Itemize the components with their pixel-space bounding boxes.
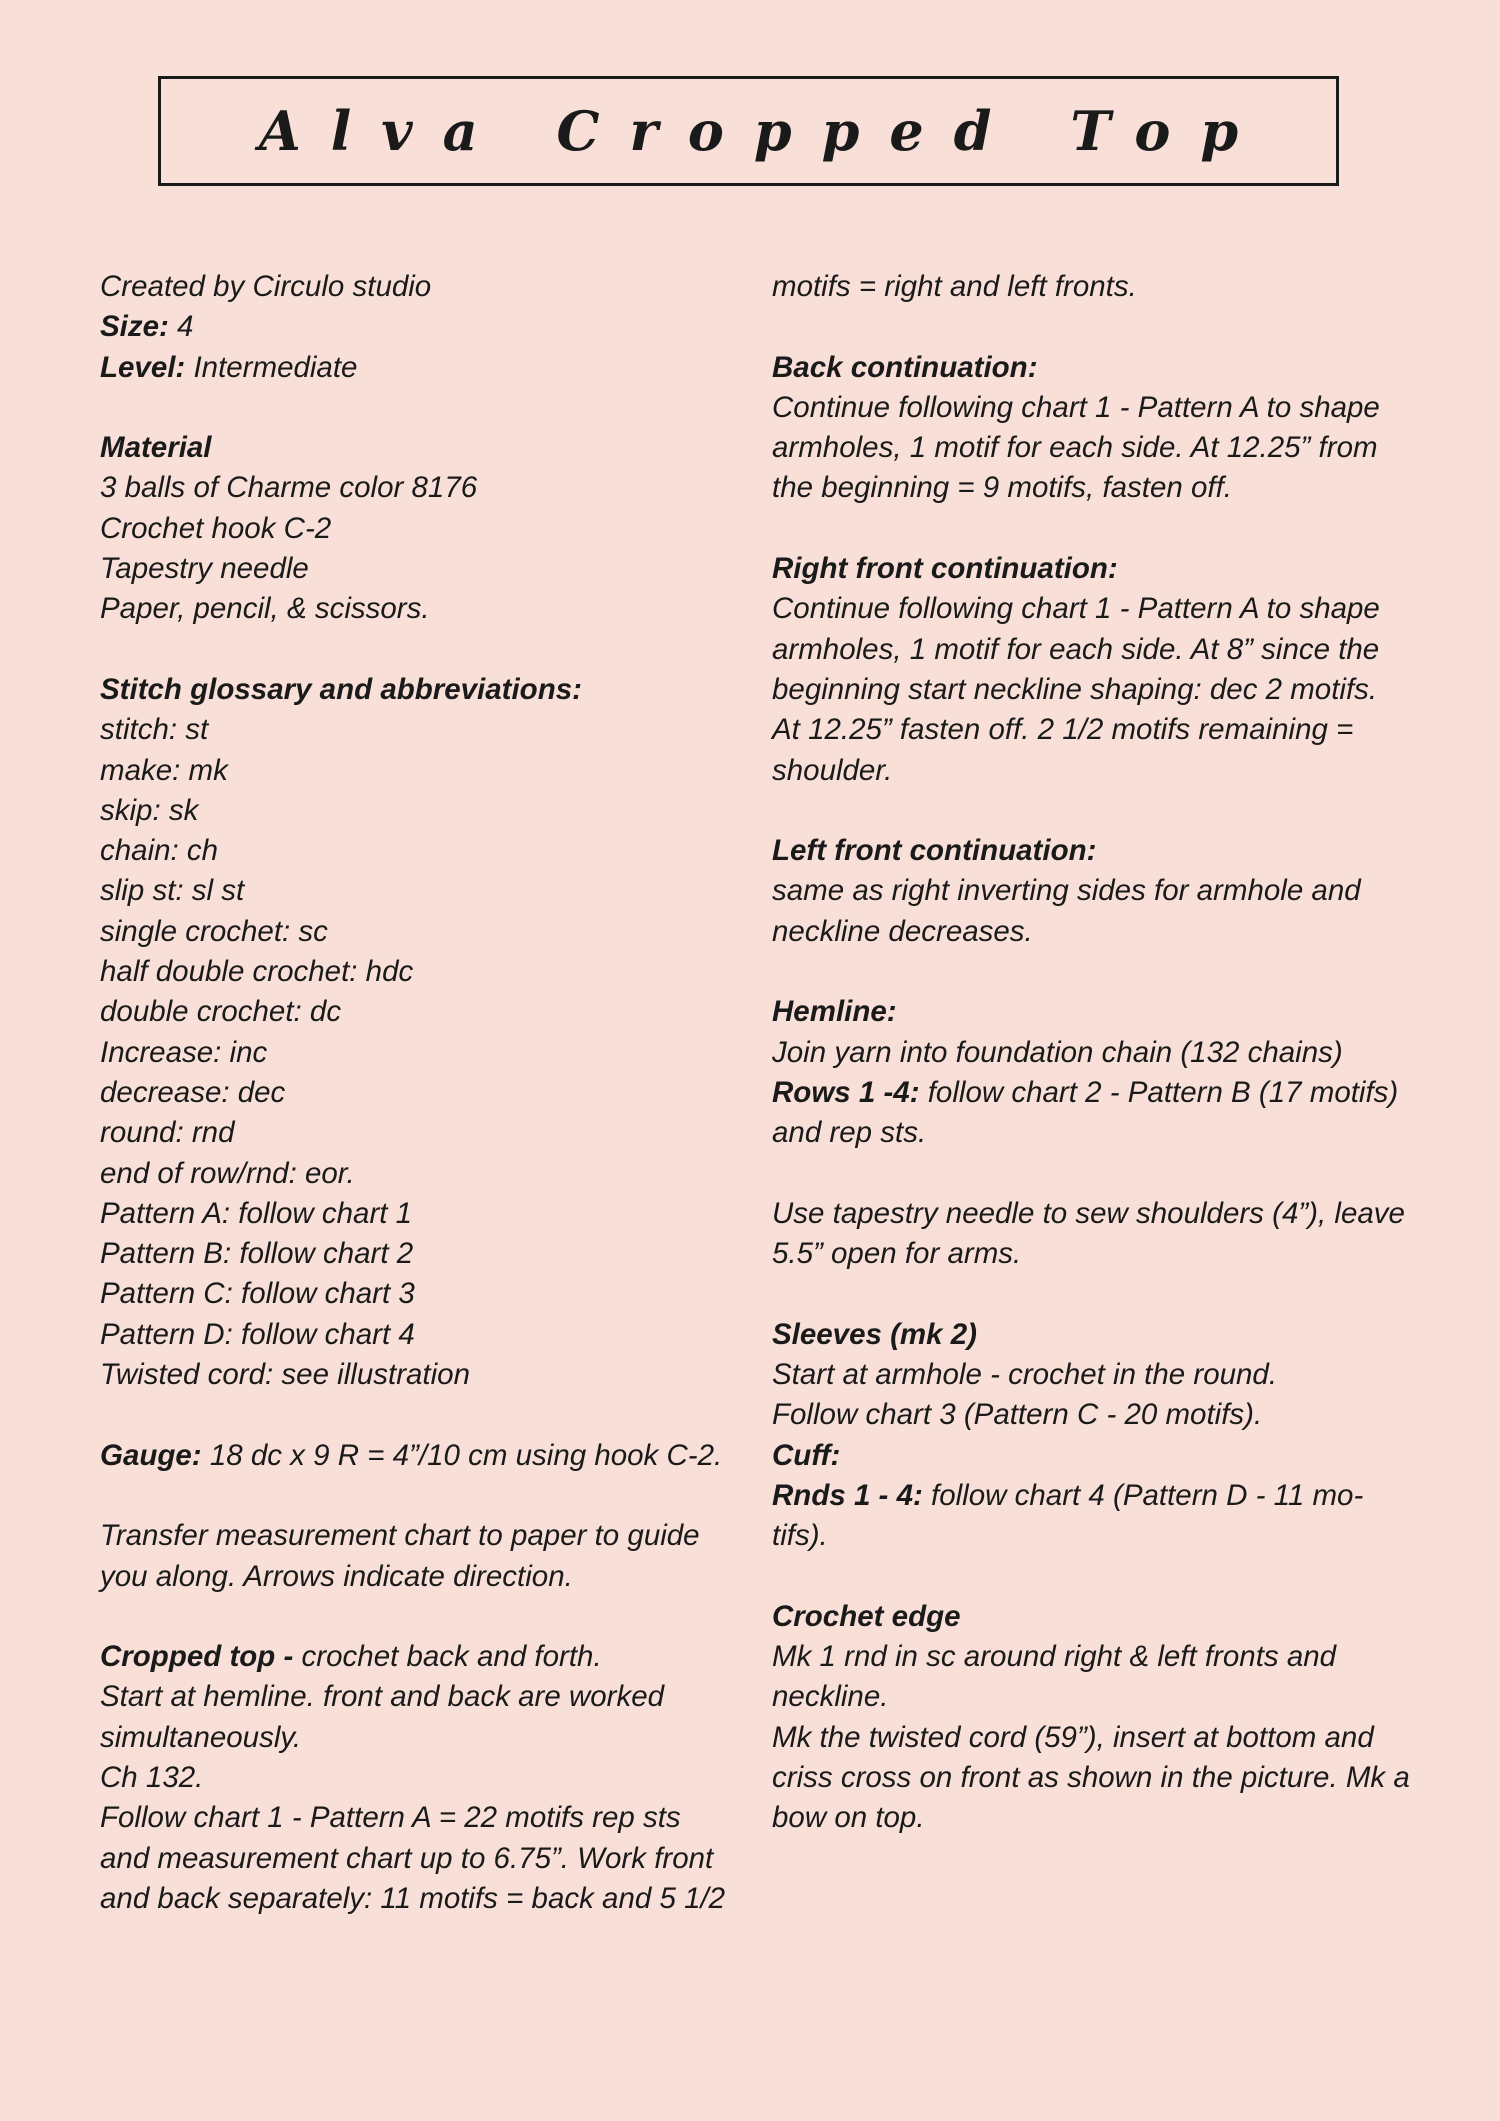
cropped-line: Ch 132. [100,1760,204,1794]
transfer-line: Transfer measurement chart to paper to guide [100,1519,700,1553]
rows-line [772,1073,1412,1113]
rnds-line-2: tifs). [772,1519,828,1553]
title-box [158,76,1339,186]
level-label: Level: [100,350,186,384]
glossary-item: make: mk [100,753,228,787]
edge-line: bow on top. [772,1801,925,1835]
edge-line: neckline. [772,1680,889,1714]
cropped-top-label: Cropped top - [100,1640,294,1674]
glossary-item: skip: sk [100,793,199,827]
cropped-line: Start at hemline. front and back are worked [100,1680,665,1714]
back-continuation-heading: Back continuation: [772,350,1038,384]
material-item: 3 balls of Charme color 8176 [100,471,478,505]
size-line [100,307,740,347]
glossary-item: half double crochet: hdc [100,955,414,989]
gauge-value: 18 dc x 9 R = 4”/10 cm using hook C-2. [201,1438,723,1472]
glossary-list [100,710,740,1395]
material-list [100,468,740,629]
crochet-edge-heading: Crochet edge [772,1599,961,1633]
right-front-line: shoulder. [772,753,893,787]
cropped-line: and measurement chart up to 6.75”. Work front [100,1841,714,1875]
cropped-top-line [100,1637,740,1677]
left-front-line: neckline decreases. [772,914,1033,948]
right-front-line: armholes, 1 motif for each side. At 8” since the [772,632,1380,666]
glossary-item: stitch: st [100,713,209,747]
material-item: Crochet hook C-2 [100,511,332,545]
glossary-item: Pattern C: follow chart 3 [100,1277,415,1311]
glossary-item: chain: ch [100,834,219,868]
glossary-item: end of row/rnd: eor. [100,1156,355,1190]
sleeves-heading: Sleeves (mk 2) [772,1317,977,1351]
right-front-line: At 12.25” fasten off. 2 1/2 motifs remaining = [772,713,1354,747]
sleeves-line: Follow chart 3 (Pattern C - 20 motifs). [772,1398,1263,1432]
glossary-item: Twisted cord: see illustration [100,1358,470,1392]
right-column [772,267,1412,1839]
rows-value: follow chart 2 - Pattern B (17 motifs) [919,1075,1399,1109]
edge-line: Mk the twisted cord (59”), insert at bottom and [772,1720,1374,1754]
glossary-item: double crochet: dc [100,995,342,1029]
back-line: the beginning = 9 motifs, fasten off. [772,471,1233,505]
glossary-heading: Stitch glossary and abbreviations: [100,672,582,706]
rnds-value: follow chart 4 (Pattern D - 11 mo- [922,1478,1364,1512]
left-front-line: same as right inverting sides for armhole and [772,874,1361,908]
left-front-heading: Left front continuation: [772,834,1097,868]
glossary-item: slip st: sl st [100,874,245,908]
rows-label: Rows 1 -4: [772,1075,920,1109]
page-title: Alva Cropped Top [258,99,1269,163]
credit-line: Created by Circulo studio [100,270,432,303]
right-front-line: beginning start neckline shaping: dec 2 motifs. [772,672,1378,706]
rnds-label: Rnds 1 - 4: [772,1478,923,1512]
back-line: armholes, 1 motif for each side. At 12.25” from [772,431,1378,465]
gauge-line [100,1436,740,1476]
sew-line: Use tapestry needle to sew shoulders (4”), leave [772,1196,1405,1230]
gauge-label: Gauge: [100,1438,202,1472]
material-item: Tapestry needle [100,552,309,586]
cropped-top-value: crochet back and forth. [293,1640,602,1674]
right-front-heading: Right front continuation: [772,552,1118,586]
rnds-line [772,1476,1412,1516]
continued-line: motifs = right and left fronts. [772,270,1137,303]
transfer-line: you along. Arrows indicate direction. [100,1559,573,1593]
edge-line: Mk 1 rnd in sc around right & left fronts and [772,1640,1337,1674]
size-value: 4 [168,310,194,344]
material-item: Paper, pencil, & scissors. [100,592,430,626]
hemline-heading: Hemline: [772,995,897,1029]
edge-line: criss cross on front as shown in the picture. Mk a [772,1760,1410,1794]
left-column [100,267,740,1919]
level-value: Intermediate [185,350,358,384]
glossary-item: Increase: inc [100,1035,268,1069]
glossary-item: Pattern A: follow chart 1 [100,1196,413,1230]
glossary-item: single crochet: sc [100,914,328,948]
glossary-item: round: rnd [100,1116,235,1150]
glossary-item: Pattern D: follow chart 4 [100,1317,415,1351]
glossary-item: Pattern B: follow chart 2 [100,1237,414,1271]
glossary-item: decrease: dec [100,1075,286,1109]
back-line: Continue following chart 1 - Pattern A to shape [772,390,1380,424]
cropped-line: Follow chart 1 - Pattern A = 22 motifs rep sts [100,1801,681,1835]
material-heading: Material [100,431,212,465]
cropped-line: simultaneously. [100,1720,302,1754]
cuff-heading: Cuff: [772,1438,841,1472]
rows-line-2: and rep sts. [772,1116,927,1150]
level-line [100,348,740,388]
right-front-line: Continue following chart 1 - Pattern A to shape [772,592,1380,626]
hemline-line: Join yarn into foundation chain (132 chains) [772,1035,1343,1069]
size-label: Size: [100,310,169,344]
sleeves-line: Start at armhole - crochet in the round. [772,1358,1278,1392]
sew-line: 5.5” open for arms. [772,1237,1022,1271]
cropped-line: and back separately: 11 motifs = back and 5 1/2 [100,1881,726,1915]
